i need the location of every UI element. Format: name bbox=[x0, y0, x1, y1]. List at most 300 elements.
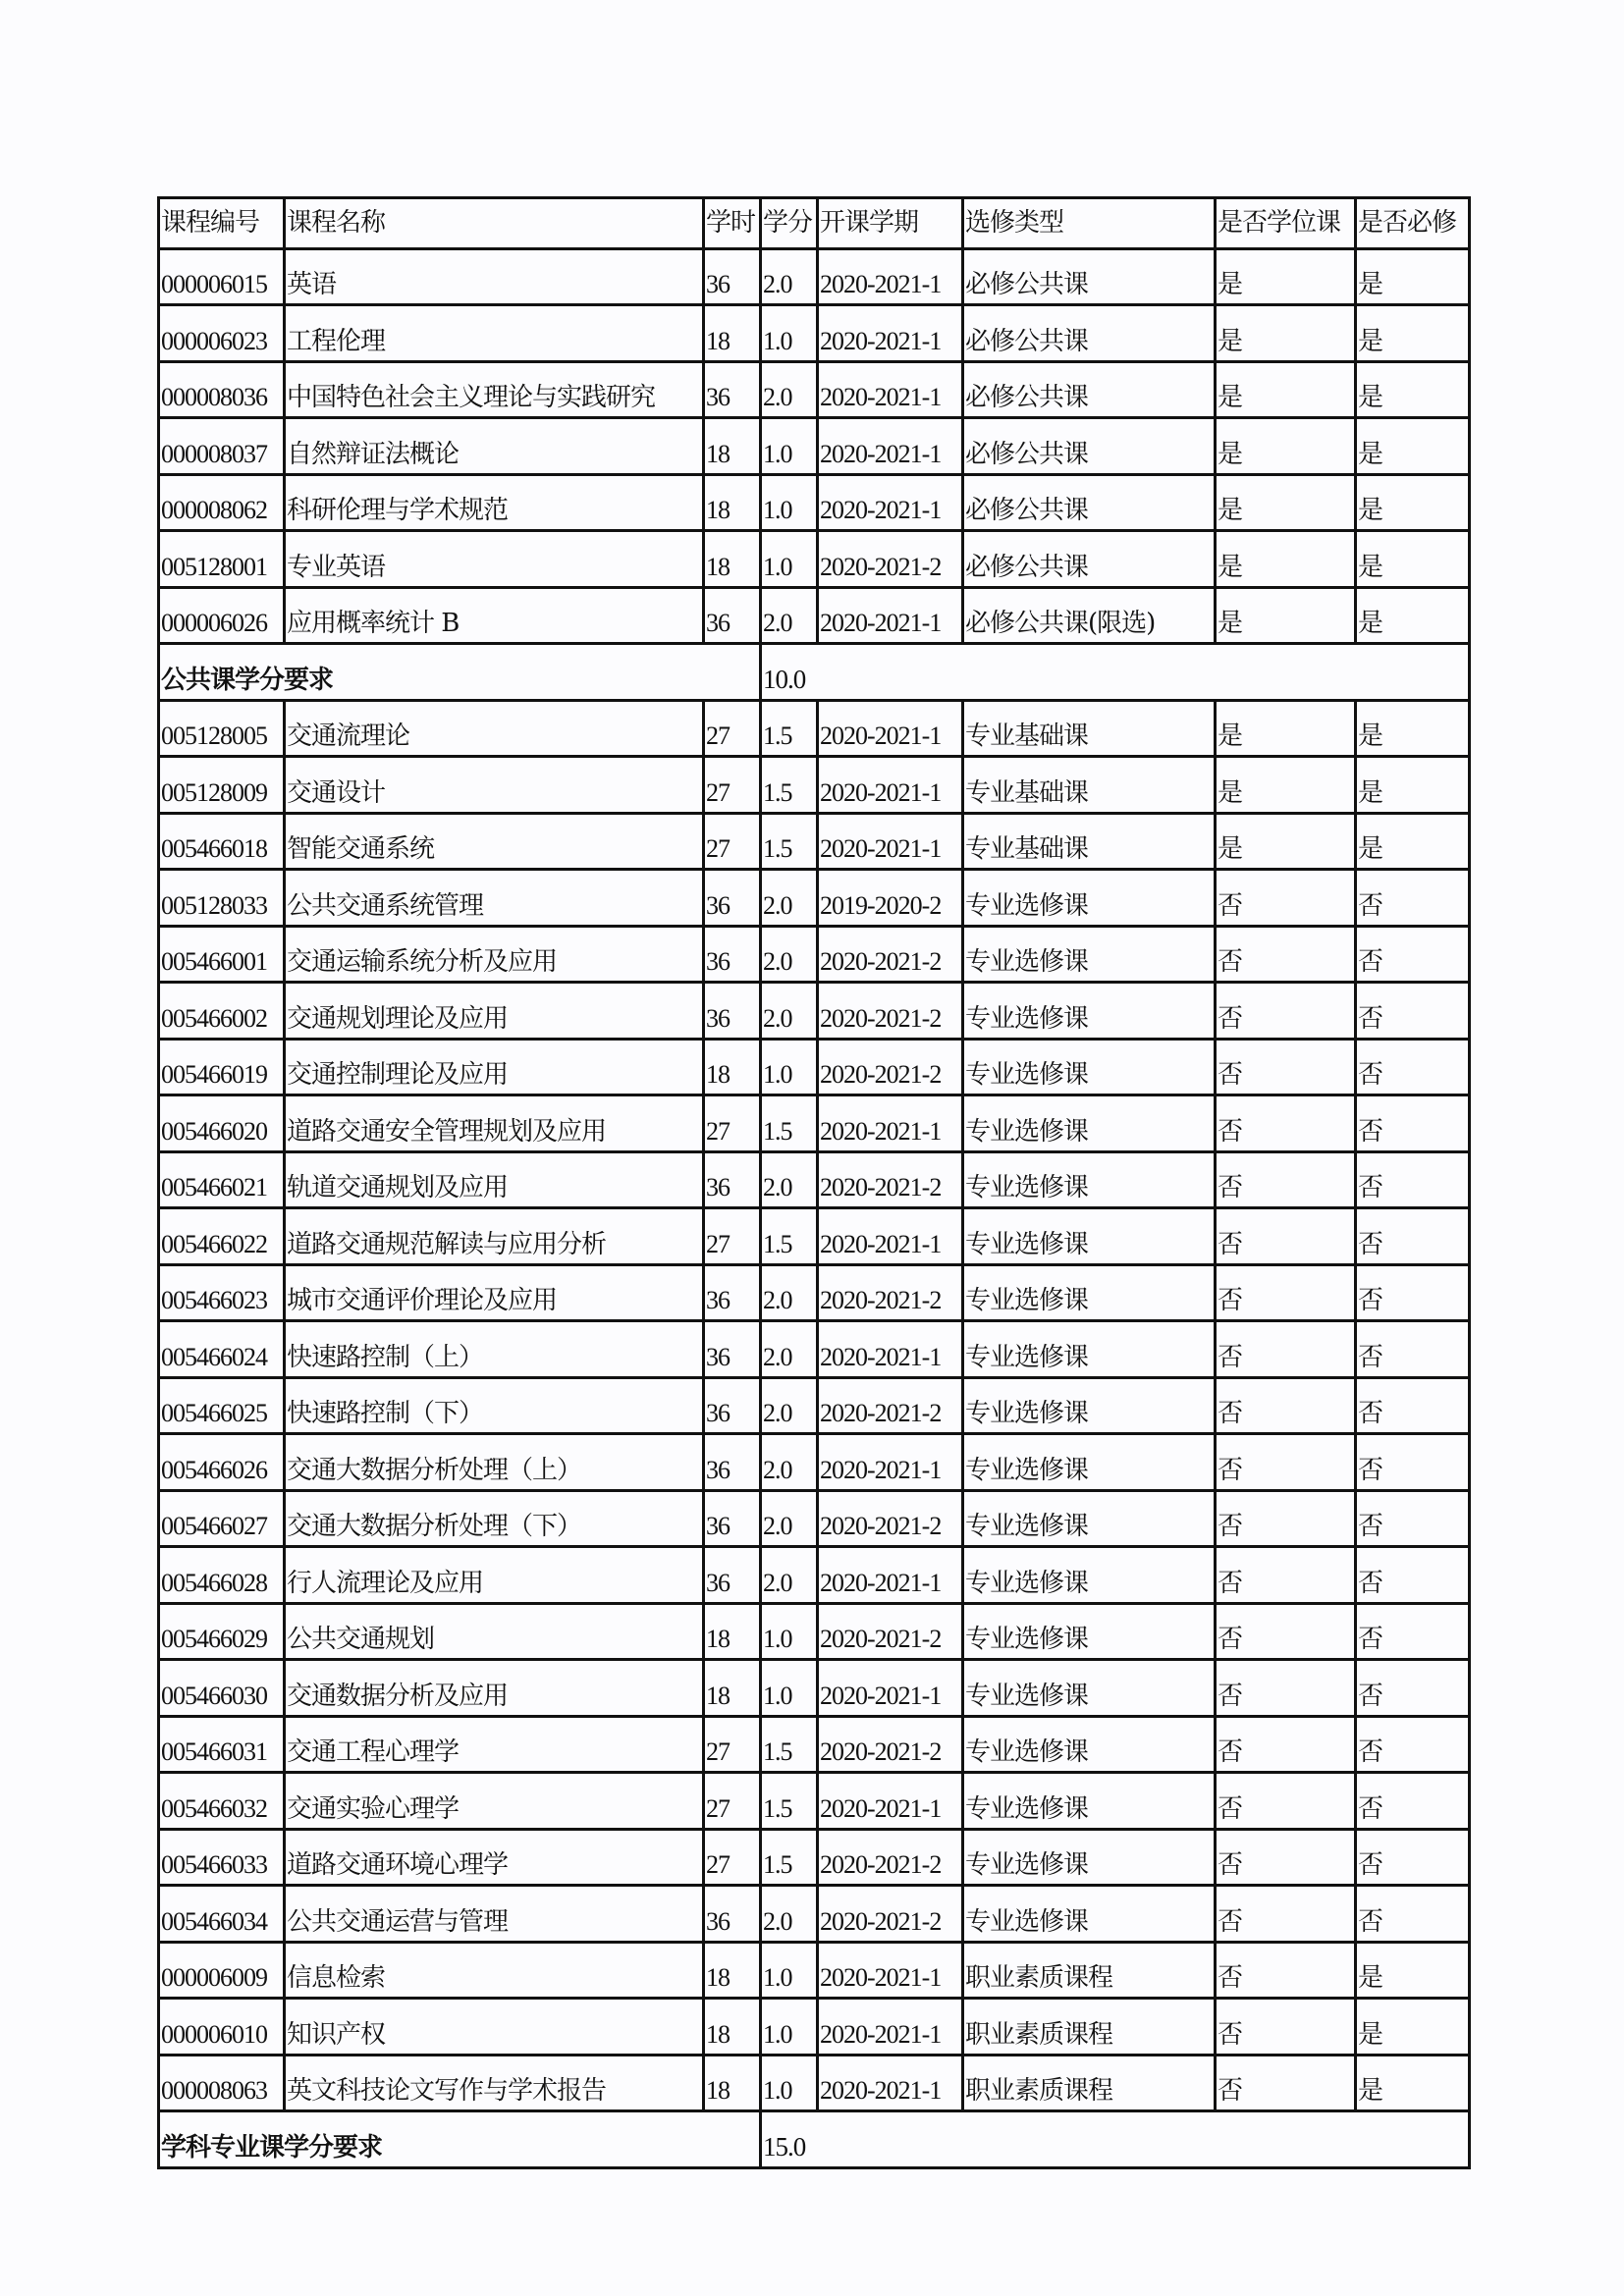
course-name: 快速路控制（下） bbox=[285, 1377, 704, 1434]
course-term: 2020-2021-1 bbox=[818, 1208, 963, 1265]
course-hours: 18 bbox=[704, 1942, 761, 1999]
table-row bbox=[159, 870, 1470, 927]
course-credits: 2.0 bbox=[761, 1886, 818, 1943]
course-term: 2020-2021-2 bbox=[818, 926, 963, 983]
course-credits: 1.5 bbox=[761, 757, 818, 814]
course-term: 2020-2021-1 bbox=[818, 1999, 963, 2056]
course-name: 交通工程心理学 bbox=[285, 1716, 704, 1773]
table-row bbox=[159, 1208, 1470, 1265]
table-row bbox=[159, 2055, 1470, 2111]
course-hours: 18 bbox=[704, 1660, 761, 1717]
table-row bbox=[159, 1603, 1470, 1660]
credit-requirement-value: 15.0 bbox=[761, 2111, 1470, 2168]
course-credits: 1.0 bbox=[761, 474, 818, 531]
is-required: 否 bbox=[1356, 1264, 1470, 1321]
is-degree-course: 否 bbox=[1216, 2055, 1356, 2111]
course-table bbox=[157, 196, 1471, 2169]
course-term: 2020-2021-1 bbox=[818, 418, 963, 475]
course-type: 专业选修课 bbox=[963, 1151, 1216, 1208]
is-required: 否 bbox=[1356, 1095, 1470, 1152]
is-required: 否 bbox=[1356, 1829, 1470, 1886]
is-degree-course: 否 bbox=[1216, 1208, 1356, 1265]
course-credits: 1.5 bbox=[761, 1773, 818, 1830]
is-required: 否 bbox=[1356, 983, 1470, 1040]
course-credits: 2.0 bbox=[761, 587, 818, 644]
course-term: 2020-2021-2 bbox=[818, 1264, 963, 1321]
table-row bbox=[159, 531, 1470, 588]
course-hours: 18 bbox=[704, 2055, 761, 2111]
table-row bbox=[159, 1434, 1470, 1491]
table-row bbox=[159, 1547, 1470, 1604]
credit-requirement-row bbox=[159, 2111, 1470, 2168]
course-code: 000008037 bbox=[159, 418, 285, 475]
course-hours: 18 bbox=[704, 1603, 761, 1660]
is-required: 是 bbox=[1356, 361, 1470, 418]
course-type: 必修公共课 bbox=[963, 418, 1216, 475]
table-row bbox=[159, 1999, 1470, 2056]
course-term: 2020-2021-1 bbox=[818, 1095, 963, 1152]
course-type: 专业选修课 bbox=[963, 1773, 1216, 1830]
is-degree-course: 否 bbox=[1216, 870, 1356, 927]
table-row bbox=[159, 1039, 1470, 1095]
course-hours: 18 bbox=[704, 305, 761, 362]
table-row bbox=[159, 813, 1470, 870]
course-code: 000008036 bbox=[159, 361, 285, 418]
course-hours: 27 bbox=[704, 757, 761, 814]
credit-requirement-value: 10.0 bbox=[761, 644, 1470, 701]
course-name: 公共交通系统管理 bbox=[285, 870, 704, 927]
course-term: 2019-2020-2 bbox=[818, 870, 963, 927]
course-credits: 1.0 bbox=[761, 418, 818, 475]
course-credits: 2.0 bbox=[761, 1547, 818, 1604]
table-row bbox=[159, 1321, 1470, 1378]
course-name: 应用概率统计 B bbox=[285, 587, 704, 644]
course-name: 英语 bbox=[285, 248, 704, 305]
is-degree-course: 否 bbox=[1216, 1999, 1356, 2056]
table-row bbox=[159, 1773, 1470, 1830]
course-code: 005466024 bbox=[159, 1321, 285, 1378]
table-row bbox=[159, 1886, 1470, 1943]
course-code: 005466023 bbox=[159, 1264, 285, 1321]
is-degree-course: 否 bbox=[1216, 1773, 1356, 1830]
is-required: 否 bbox=[1356, 1321, 1470, 1378]
course-term: 2020-2021-1 bbox=[818, 305, 963, 362]
course-hours: 36 bbox=[704, 1547, 761, 1604]
table-row bbox=[159, 1151, 1470, 1208]
course-hours: 36 bbox=[704, 1490, 761, 1547]
course-code: 005466001 bbox=[159, 926, 285, 983]
course-term: 2020-2021-2 bbox=[818, 1603, 963, 1660]
is-required: 是 bbox=[1356, 531, 1470, 588]
course-name: 英文科技论文写作与学术报告 bbox=[285, 2055, 704, 2111]
course-hours: 36 bbox=[704, 248, 761, 305]
credit-requirement-row bbox=[159, 644, 1470, 701]
course-code: 005466029 bbox=[159, 1603, 285, 1660]
course-credits: 1.0 bbox=[761, 1660, 818, 1717]
course-type: 专业选修课 bbox=[963, 1264, 1216, 1321]
is-required: 否 bbox=[1356, 870, 1470, 927]
table-row bbox=[159, 1829, 1470, 1886]
course-credits: 1.0 bbox=[761, 1999, 818, 2056]
course-hours: 36 bbox=[704, 983, 761, 1040]
is-required: 否 bbox=[1356, 1773, 1470, 1830]
course-term: 2020-2021-1 bbox=[818, 1321, 963, 1378]
course-type: 专业选修课 bbox=[963, 1208, 1216, 1265]
course-type: 必修公共课 bbox=[963, 474, 1216, 531]
course-hours: 27 bbox=[704, 813, 761, 870]
course-name: 交通规划理论及应用 bbox=[285, 983, 704, 1040]
course-code: 000006023 bbox=[159, 305, 285, 362]
is-required: 是 bbox=[1356, 757, 1470, 814]
course-name: 道路交通规范解读与应用分析 bbox=[285, 1208, 704, 1265]
course-credits: 1.0 bbox=[761, 1942, 818, 1999]
course-type: 专业选修课 bbox=[963, 983, 1216, 1040]
course-term: 2020-2021-2 bbox=[818, 531, 963, 588]
course-type: 专业选修课 bbox=[963, 1829, 1216, 1886]
table-row bbox=[159, 1660, 1470, 1717]
course-term: 2020-2021-1 bbox=[818, 1773, 963, 1830]
course-term: 2020-2021-1 bbox=[818, 1660, 963, 1717]
is-degree-course: 是 bbox=[1216, 813, 1356, 870]
course-credits: 1.0 bbox=[761, 2055, 818, 2111]
course-type: 专业基础课 bbox=[963, 700, 1216, 757]
is-degree-course: 否 bbox=[1216, 1942, 1356, 1999]
is-degree-course: 否 bbox=[1216, 1434, 1356, 1491]
course-credits: 2.0 bbox=[761, 248, 818, 305]
course-credits: 2.0 bbox=[761, 1377, 818, 1434]
is-required: 否 bbox=[1356, 1490, 1470, 1547]
course-term: 2020-2021-2 bbox=[818, 1151, 963, 1208]
is-degree-course: 否 bbox=[1216, 1377, 1356, 1434]
course-name: 交通设计 bbox=[285, 757, 704, 814]
course-name: 交通控制理论及应用 bbox=[285, 1039, 704, 1095]
is-degree-course: 是 bbox=[1216, 587, 1356, 644]
is-required: 是 bbox=[1356, 248, 1470, 305]
course-term: 2020-2021-1 bbox=[818, 757, 963, 814]
table-row bbox=[159, 248, 1470, 305]
course-credits: 2.0 bbox=[761, 1151, 818, 1208]
is-degree-course: 是 bbox=[1216, 248, 1356, 305]
course-name: 交通大数据分析处理（下） bbox=[285, 1490, 704, 1547]
is-degree-course: 否 bbox=[1216, 1321, 1356, 1378]
course-name: 智能交通系统 bbox=[285, 813, 704, 870]
is-required: 是 bbox=[1356, 700, 1470, 757]
is-degree-course: 是 bbox=[1216, 305, 1356, 362]
course-type: 专业选修课 bbox=[963, 1660, 1216, 1717]
is-required: 是 bbox=[1356, 2055, 1470, 2111]
is-degree-course: 否 bbox=[1216, 1490, 1356, 1547]
course-type: 专业选修课 bbox=[963, 1716, 1216, 1773]
header-required: 是否必修 bbox=[1356, 198, 1470, 249]
course-code: 005466026 bbox=[159, 1434, 285, 1491]
course-term: 2020-2021-1 bbox=[818, 1434, 963, 1491]
header-credits: 学分 bbox=[761, 198, 818, 249]
is-degree-course: 否 bbox=[1216, 1886, 1356, 1943]
table-row bbox=[159, 418, 1470, 475]
course-code: 005466019 bbox=[159, 1039, 285, 1095]
course-hours: 18 bbox=[704, 1999, 761, 2056]
course-code: 005466032 bbox=[159, 1773, 285, 1830]
course-credits: 2.0 bbox=[761, 926, 818, 983]
is-degree-course: 是 bbox=[1216, 531, 1356, 588]
course-hours: 36 bbox=[704, 1321, 761, 1378]
is-degree-course: 是 bbox=[1216, 474, 1356, 531]
course-name: 行人流理论及应用 bbox=[285, 1547, 704, 1604]
course-hours: 36 bbox=[704, 1377, 761, 1434]
course-credits: 2.0 bbox=[761, 1264, 818, 1321]
course-code: 005466002 bbox=[159, 983, 285, 1040]
is-degree-course: 否 bbox=[1216, 1264, 1356, 1321]
course-hours: 36 bbox=[704, 361, 761, 418]
course-term: 2020-2021-1 bbox=[818, 474, 963, 531]
course-name: 交通流理论 bbox=[285, 700, 704, 757]
course-name: 城市交通评价理论及应用 bbox=[285, 1264, 704, 1321]
is-required: 是 bbox=[1356, 1999, 1470, 2056]
course-term: 2020-2021-1 bbox=[818, 700, 963, 757]
table-row bbox=[159, 474, 1470, 531]
course-type: 专业选修课 bbox=[963, 1603, 1216, 1660]
table-row bbox=[159, 1264, 1470, 1321]
course-code: 005466027 bbox=[159, 1490, 285, 1547]
course-type: 必修公共课 bbox=[963, 305, 1216, 362]
course-code: 005466022 bbox=[159, 1208, 285, 1265]
course-type: 必修公共课(限选) bbox=[963, 587, 1216, 644]
is-degree-course: 否 bbox=[1216, 1603, 1356, 1660]
course-code: 005466025 bbox=[159, 1377, 285, 1434]
course-name: 自然辩证法概论 bbox=[285, 418, 704, 475]
course-code: 005466034 bbox=[159, 1886, 285, 1943]
course-name: 知识产权 bbox=[285, 1999, 704, 2056]
course-hours: 27 bbox=[704, 1095, 761, 1152]
course-term: 2020-2021-2 bbox=[818, 1377, 963, 1434]
course-name: 公共交通运营与管理 bbox=[285, 1886, 704, 1943]
course-name: 科研伦理与学术规范 bbox=[285, 474, 704, 531]
course-term: 2020-2021-2 bbox=[818, 1490, 963, 1547]
is-degree-course: 否 bbox=[1216, 1829, 1356, 1886]
course-credits: 2.0 bbox=[761, 983, 818, 1040]
course-code: 000006026 bbox=[159, 587, 285, 644]
course-code: 005128005 bbox=[159, 700, 285, 757]
course-name: 交通实验心理学 bbox=[285, 1773, 704, 1830]
is-required: 否 bbox=[1356, 926, 1470, 983]
course-type: 必修公共课 bbox=[963, 248, 1216, 305]
course-hours: 27 bbox=[704, 700, 761, 757]
course-name: 快速路控制（上） bbox=[285, 1321, 704, 1378]
is-required: 否 bbox=[1356, 1603, 1470, 1660]
course-code: 005466028 bbox=[159, 1547, 285, 1604]
table-row bbox=[159, 1377, 1470, 1434]
course-credits: 2.0 bbox=[761, 1490, 818, 1547]
course-credits: 1.5 bbox=[761, 700, 818, 757]
is-required: 是 bbox=[1356, 1942, 1470, 1999]
course-type: 专业基础课 bbox=[963, 813, 1216, 870]
is-degree-course: 否 bbox=[1216, 1039, 1356, 1095]
course-code: 005466031 bbox=[159, 1716, 285, 1773]
course-code: 000008063 bbox=[159, 2055, 285, 2111]
course-credits: 2.0 bbox=[761, 361, 818, 418]
table-row bbox=[159, 305, 1470, 362]
table-row bbox=[159, 587, 1470, 644]
header-code: 课程编号 bbox=[159, 198, 285, 249]
course-term: 2020-2021-1 bbox=[818, 248, 963, 305]
is-required: 否 bbox=[1356, 1716, 1470, 1773]
course-credits: 1.0 bbox=[761, 1039, 818, 1095]
course-name: 交通数据分析及应用 bbox=[285, 1660, 704, 1717]
is-degree-course: 否 bbox=[1216, 983, 1356, 1040]
table-row bbox=[159, 1716, 1470, 1773]
is-degree-course: 否 bbox=[1216, 1151, 1356, 1208]
course-hours: 27 bbox=[704, 1716, 761, 1773]
is-degree-course: 否 bbox=[1216, 1716, 1356, 1773]
course-code: 005128033 bbox=[159, 870, 285, 927]
is-degree-course: 是 bbox=[1216, 700, 1356, 757]
course-term: 2020-2021-1 bbox=[818, 1547, 963, 1604]
course-name: 信息检索 bbox=[285, 1942, 704, 1999]
course-credits: 2.0 bbox=[761, 1321, 818, 1378]
course-name: 交通运输系统分析及应用 bbox=[285, 926, 704, 983]
course-term: 2020-2021-1 bbox=[818, 813, 963, 870]
course-hours: 18 bbox=[704, 474, 761, 531]
is-degree-course: 否 bbox=[1216, 1095, 1356, 1152]
course-credits: 1.5 bbox=[761, 1716, 818, 1773]
course-hours: 36 bbox=[704, 587, 761, 644]
course-credits: 2.0 bbox=[761, 870, 818, 927]
is-degree-course: 是 bbox=[1216, 418, 1356, 475]
course-term: 2020-2021-1 bbox=[818, 2055, 963, 2111]
header-degree: 是否学位课 bbox=[1216, 198, 1356, 249]
course-hours: 27 bbox=[704, 1208, 761, 1265]
course-type: 专业选修课 bbox=[963, 926, 1216, 983]
is-required: 是 bbox=[1356, 305, 1470, 362]
course-name: 交通大数据分析处理（上） bbox=[285, 1434, 704, 1491]
course-name: 公共交通规划 bbox=[285, 1603, 704, 1660]
course-credits: 1.5 bbox=[761, 1829, 818, 1886]
course-type: 专业基础课 bbox=[963, 757, 1216, 814]
course-code: 000006009 bbox=[159, 1942, 285, 1999]
course-type: 职业素质课程 bbox=[963, 1942, 1216, 1999]
is-degree-course: 否 bbox=[1216, 1660, 1356, 1717]
table-row bbox=[159, 700, 1470, 757]
course-credits: 1.0 bbox=[761, 1603, 818, 1660]
course-type: 专业选修课 bbox=[963, 870, 1216, 927]
is-required: 否 bbox=[1356, 1039, 1470, 1095]
course-term: 2020-2021-2 bbox=[818, 1829, 963, 1886]
is-required: 是 bbox=[1356, 418, 1470, 475]
is-degree-course: 否 bbox=[1216, 926, 1356, 983]
table-row bbox=[159, 1490, 1470, 1547]
table-row bbox=[159, 983, 1470, 1040]
course-credits: 1.5 bbox=[761, 1095, 818, 1152]
header-hours: 学时 bbox=[704, 198, 761, 249]
course-hours: 36 bbox=[704, 1434, 761, 1491]
course-term: 2020-2021-2 bbox=[818, 983, 963, 1040]
table-row bbox=[159, 361, 1470, 418]
course-name: 工程伦理 bbox=[285, 305, 704, 362]
course-hours: 18 bbox=[704, 531, 761, 588]
table-row bbox=[159, 1942, 1470, 1999]
course-credits: 1.5 bbox=[761, 1208, 818, 1265]
is-degree-course: 是 bbox=[1216, 757, 1356, 814]
course-hours: 27 bbox=[704, 1829, 761, 1886]
is-required: 否 bbox=[1356, 1660, 1470, 1717]
course-code: 005466018 bbox=[159, 813, 285, 870]
course-code: 000008062 bbox=[159, 474, 285, 531]
course-name: 中国特色社会主义理论与实践研究 bbox=[285, 361, 704, 418]
is-required: 否 bbox=[1356, 1547, 1470, 1604]
course-hours: 36 bbox=[704, 1886, 761, 1943]
course-code: 005466030 bbox=[159, 1660, 285, 1717]
is-required: 否 bbox=[1356, 1208, 1470, 1265]
course-credits: 1.5 bbox=[761, 813, 818, 870]
header-type: 选修类型 bbox=[963, 198, 1216, 249]
course-type: 职业素质课程 bbox=[963, 1999, 1216, 2056]
table-header-row bbox=[159, 198, 1470, 249]
course-code: 005466033 bbox=[159, 1829, 285, 1886]
credit-requirement-label: 公共课学分要求 bbox=[159, 644, 761, 701]
course-type: 专业选修课 bbox=[963, 1377, 1216, 1434]
course-code: 005128009 bbox=[159, 757, 285, 814]
course-term: 2020-2021-2 bbox=[818, 1716, 963, 1773]
course-hours: 18 bbox=[704, 1039, 761, 1095]
is-required: 否 bbox=[1356, 1886, 1470, 1943]
course-credits: 2.0 bbox=[761, 1434, 818, 1491]
course-code: 000006010 bbox=[159, 1999, 285, 2056]
header-term: 开课学期 bbox=[818, 198, 963, 249]
course-name: 轨道交通规划及应用 bbox=[285, 1151, 704, 1208]
course-term: 2020-2021-1 bbox=[818, 361, 963, 418]
is-degree-course: 是 bbox=[1216, 361, 1356, 418]
course-hours: 36 bbox=[704, 926, 761, 983]
course-hours: 36 bbox=[704, 1264, 761, 1321]
course-type: 职业素质课程 bbox=[963, 2055, 1216, 2111]
is-required: 否 bbox=[1356, 1434, 1470, 1491]
course-code: 000006015 bbox=[159, 248, 285, 305]
course-hours: 36 bbox=[704, 870, 761, 927]
course-type: 必修公共课 bbox=[963, 531, 1216, 588]
course-code: 005466020 bbox=[159, 1095, 285, 1152]
course-term: 2020-2021-1 bbox=[818, 1942, 963, 1999]
course-name: 专业英语 bbox=[285, 531, 704, 588]
is-required: 是 bbox=[1356, 474, 1470, 531]
is-required: 是 bbox=[1356, 813, 1470, 870]
is-required: 否 bbox=[1356, 1151, 1470, 1208]
credit-requirement-label: 学科专业课学分要求 bbox=[159, 2111, 761, 2168]
course-term: 2020-2021-2 bbox=[818, 1039, 963, 1095]
course-term: 2020-2021-1 bbox=[818, 587, 963, 644]
course-hours: 36 bbox=[704, 1151, 761, 1208]
course-credits: 1.0 bbox=[761, 305, 818, 362]
course-type: 专业选修课 bbox=[963, 1490, 1216, 1547]
course-type: 专业选修课 bbox=[963, 1321, 1216, 1378]
table-row bbox=[159, 926, 1470, 983]
course-credits: 1.0 bbox=[761, 531, 818, 588]
course-type: 专业选修课 bbox=[963, 1434, 1216, 1491]
course-code: 005128001 bbox=[159, 531, 285, 588]
header-name: 课程名称 bbox=[285, 198, 704, 249]
course-term: 2020-2021-2 bbox=[818, 1886, 963, 1943]
course-hours: 18 bbox=[704, 418, 761, 475]
course-type: 专业选修课 bbox=[963, 1095, 1216, 1152]
is-required: 否 bbox=[1356, 1377, 1470, 1434]
course-type: 专业选修课 bbox=[963, 1886, 1216, 1943]
is-required: 是 bbox=[1356, 587, 1470, 644]
course-type: 专业选修课 bbox=[963, 1547, 1216, 1604]
course-name: 道路交通安全管理规划及应用 bbox=[285, 1095, 704, 1152]
course-type: 必修公共课 bbox=[963, 361, 1216, 418]
table-row bbox=[159, 757, 1470, 814]
is-degree-course: 否 bbox=[1216, 1547, 1356, 1604]
course-name: 道路交通环境心理学 bbox=[285, 1829, 704, 1886]
